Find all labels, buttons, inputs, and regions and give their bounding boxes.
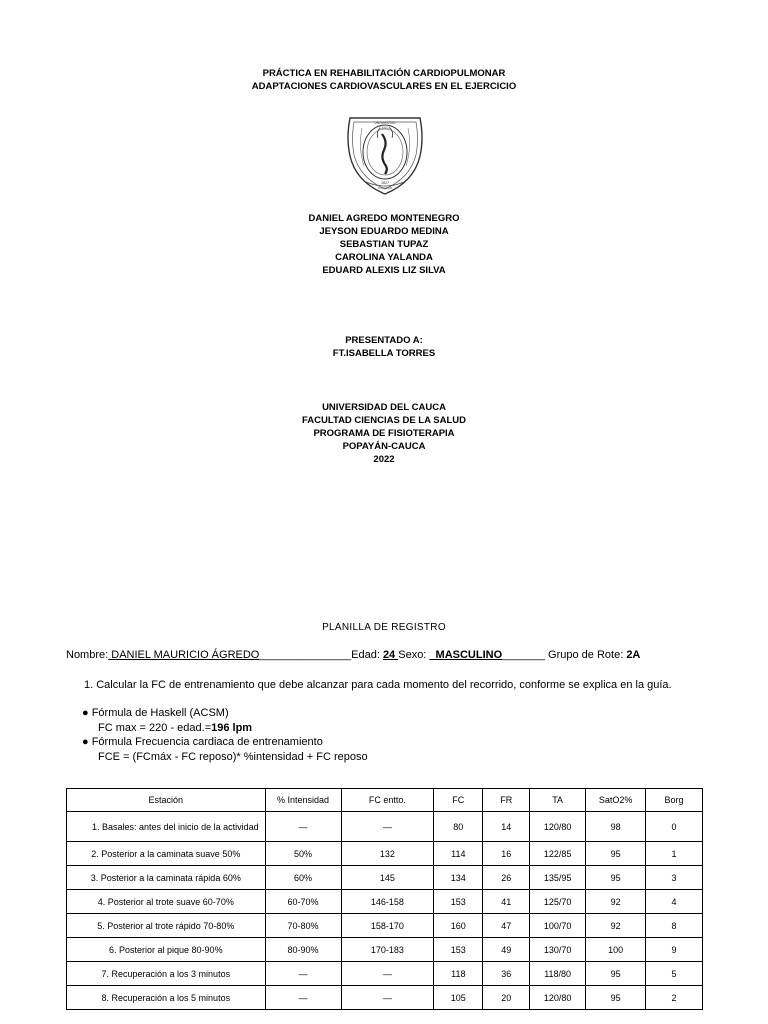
table-row [67,812,703,842]
cell-fc: 134 [434,866,483,890]
cell-fc-entto: 170-183 [341,938,434,962]
cell-borg: 3 [646,866,703,890]
institution-line: UNIVERSIDAD DEL CAUCA [322,402,446,413]
cell-fr: 36 [483,962,530,986]
cell-ta: 100/70 [530,914,586,938]
fce-label: ● Fórmula Frecuencia cardiaca de entrenamiento [82,736,323,748]
university-seal [342,108,428,198]
cell-fc-entto: 158-170 [341,914,434,938]
cell-fc: 105 [434,986,483,1010]
institution-line: PROGRAMA DE FISIOTERAPIA [313,428,455,439]
haskell-result: 196 lpm [211,721,253,734]
fce-formula: FCE = (FCmáx - FC reposo)* %intensidad + FC reposo [98,750,368,763]
author-name: CAROLINA YALANDA [335,252,433,263]
institution-line: 2022 [373,454,395,465]
cell-estacion: 4. Posterior al trote suave 60-70% [67,890,266,914]
cell-fr: 47 [483,914,530,938]
seal-text-city: POPAYÁN [377,186,393,190]
cell-ta: 120/80 [530,986,586,1010]
cell-ta: 135/95 [530,866,586,890]
table-row [67,866,703,890]
cell-borg: 2 [646,986,703,1010]
cell-ta: 125/70 [530,890,586,914]
cell-borg: 4 [646,890,703,914]
haskell-formula: FC max = 220 - edad.= [98,721,212,734]
cell-intensidad: 70-80% [265,914,341,938]
sexo-blank: _______ [502,649,545,661]
cell-estacion: 1. Basales: antes del inicio de la actividad [67,812,266,842]
presented-to: FT.ISABELLA TORRES [332,348,436,359]
cell-borg: 8 [646,914,703,938]
cell-intensidad: — [265,962,341,986]
presented-label: PRESENTADO A: [345,335,423,346]
cell-sato2: 98 [586,812,646,842]
author-name: SEBASTIAN TUPAZ [339,239,429,250]
cell-fc: 114 [434,842,483,866]
cell-fc-entto: — [341,962,434,986]
cell-fr: 16 [483,842,530,866]
cell-sato2: 95 [586,866,646,890]
planilla-title: PLANILLA DE REGISTRO [322,622,446,633]
edad-label: Edad: [351,649,383,661]
formulas-block [82,706,368,764]
cell-ta: 118/80 [530,962,586,986]
cell-estacion: 2. Posterior a la caminata suave 50% [67,842,266,866]
column-header: FR [483,789,530,812]
presented-block [0,334,768,360]
cell-fc: 153 [434,890,483,914]
grupo-label: Grupo de Rote: [544,649,627,661]
cell-fc: 80 [434,812,483,842]
cell-sato2: 92 [586,914,646,938]
cell-fr: 26 [483,866,530,890]
table-row [67,842,703,866]
cell-sato2: 100 [586,938,646,962]
column-header: % Intensidad [265,789,341,812]
cell-sato2: 92 [586,890,646,914]
cell-borg: 0 [646,812,703,842]
grupo-value: 2A [626,649,641,661]
cell-estacion: 3. Posterior a la caminata rápida 60% [67,866,266,890]
haskell-formula-line [82,721,368,736]
institution-block [0,401,768,466]
column-header: SatO2% [586,789,646,812]
student-info-line [66,649,640,661]
title-line-2: ADAPTACIONES CARDIOVASCULARES EN EL EJERCICIO [251,81,517,92]
column-header: TA [530,789,586,812]
instruction-text: 1. Calcular la FC de entrenamiento que debe alcanzar para cada momento del recorrido, conforme se explica en la guía. [84,679,672,691]
cell-intensidad: 60-70% [265,890,341,914]
nombre-label: Nombre: [66,649,109,661]
cell-fc-entto: — [341,986,434,1010]
authors-list [0,212,768,277]
table-row [67,890,703,914]
seal-text-universitas: UNIVERSITAS [374,121,396,125]
cell-fr: 14 [483,812,530,842]
table-row [67,986,703,1010]
nombre-blank: _______________ [259,649,352,661]
cell-sato2: 95 [586,962,646,986]
institution-line: FACULTAD CIENCIAS DE LA SALUD [302,415,466,426]
cell-fr: 20 [483,986,530,1010]
cell-fr: 41 [483,890,530,914]
cell-intensidad: 50% [265,842,341,866]
column-header: FC entto. [341,789,434,812]
author-name: DANIEL AGREDO MONTENEGRO [308,213,460,224]
column-header: Estación [67,789,266,812]
cell-fc-entto: 146-158 [341,890,434,914]
seal-text-cauca: CAUCA [379,126,391,130]
registro-table [66,788,703,1010]
column-header: Borg [646,789,703,812]
cell-sato2: 95 [586,986,646,1010]
cell-fc-entto: 145 [341,866,434,890]
nombre-value: DANIEL MAURICIO ÁGREDO [108,649,260,661]
cell-estacion: 8. Recuperación a los 5 minutos [67,986,266,1010]
cell-estacion: 6. Posterior al pique 80-90% [67,938,266,962]
table-row [67,962,703,986]
title-line-1: PRÁCTICA EN REHABILITACIÓN CARDIOPULMONAR [262,68,506,79]
cell-intensidad: 60% [265,866,341,890]
cell-estacion: 7. Recuperación a los 3 minutos [67,962,266,986]
column-header: FC [434,789,483,812]
cell-fc: 153 [434,938,483,962]
cell-intensidad: 80-90% [265,938,341,962]
cell-ta: 120/80 [530,812,586,842]
cell-borg: 9 [646,938,703,962]
cell-fc: 160 [434,914,483,938]
sexo-label: Sexo: [398,649,430,661]
cell-ta: 122/85 [530,842,586,866]
table-header-row [67,789,703,812]
cell-intensidad: — [265,812,341,842]
cell-fc: 118 [434,962,483,986]
cell-borg: 1 [646,842,703,866]
cell-intensidad: — [265,986,341,1010]
cell-estacion: 5. Posterior al trote rápido 70-80% [67,914,266,938]
cell-fc-entto: — [341,812,434,842]
cell-borg: 5 [646,962,703,986]
edad-value: 24 [382,649,399,661]
haskell-label: ● Fórmula de Haskell (ACSM) [82,707,229,719]
author-name: JEYSON EDUARDO MEDINA [319,226,449,237]
table-row [67,938,703,962]
cell-fc-entto: 132 [341,842,434,866]
institution-line: POPAYÁN-CAUCA [342,441,426,452]
seal-text-year: 1827 [381,181,389,185]
author-name: EDUARD ALEXIS LIZ SILVA [322,265,446,276]
cell-ta: 130/70 [530,938,586,962]
table-row [67,914,703,938]
sexo-value: _MASCULINO [429,649,503,661]
cell-fr: 49 [483,938,530,962]
cell-sato2: 95 [586,842,646,866]
